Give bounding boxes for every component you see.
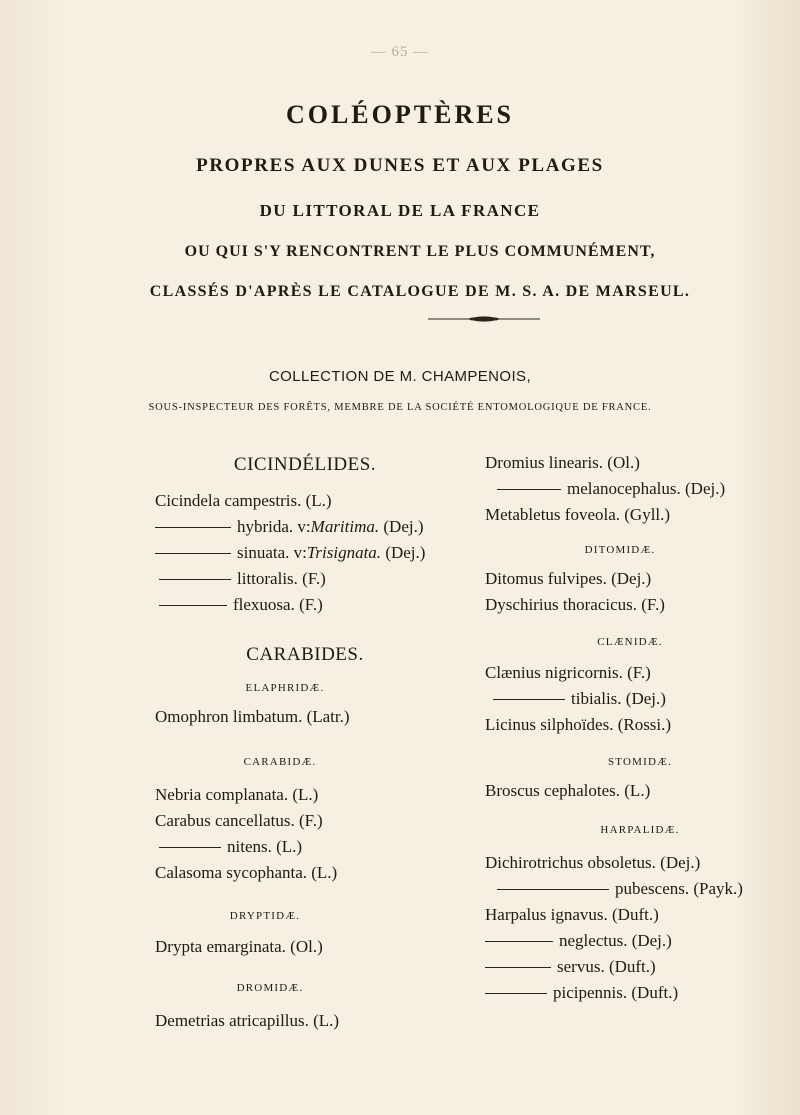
list-item: nitens. (L.) (155, 834, 475, 860)
subfamily-ditomidae: DITOMIDÆ. (584, 544, 656, 556)
subfamily-stomidae: STOMIDÆ. (607, 756, 673, 768)
list-item: Demetrias atricapillus. (L.) (155, 1011, 340, 1030)
ditto-dash (159, 579, 231, 580)
list-item: Dyschirius thoracicus. (F.) (485, 595, 665, 614)
list-item: servus. (Duft.) (485, 954, 785, 980)
list-item: Omophron limbatum. (Latr.) (155, 707, 350, 726)
list-item: tibialis. (Dej.) (485, 686, 785, 712)
list-item: Metabletus foveola. (Gyll.) (485, 505, 671, 524)
main-title: COLÉOPTÈRES (285, 100, 515, 129)
ditto-dash (485, 967, 551, 968)
subfamily-claenidae: CLÆNIDÆ. (597, 636, 663, 648)
subfamily-dryptidae: DRYPTIDÆ. (229, 910, 301, 922)
list-item: flexuosa. (F.) (155, 592, 475, 618)
subfamily-carabidae: CARABIDÆ. (243, 756, 317, 768)
list-item: hybrida. v: Maritima. (Dej.) (155, 514, 475, 540)
list-item: Dichirotrichus obsoletus. (Dej.) (485, 853, 701, 872)
list-item: picipennis. (Duft.) (485, 980, 785, 1006)
title-line-3: DU LITTORAL DE LA FRANCE (259, 201, 541, 220)
list-item: neglectus. (Dej.) (485, 928, 785, 954)
collection-subheading: SOUS-INSPECTEUR DES FORÊTS, MEMBRE DE LA SOCIÉTÉ ENTOMOLOGIQUE DE FRANCE. (148, 402, 652, 413)
list-item: Calasoma sycophanta. (L.) (155, 863, 338, 882)
family-title-cicindelides: CICINDÉLIDES. (233, 454, 377, 475)
ditto-dash (485, 993, 547, 994)
list-item: Licinus silphoïdes. (Rossi.) (485, 715, 672, 734)
right-column (485, 428, 785, 1006)
subfamily-dromidae: DROMIDÆ. (236, 982, 304, 994)
list-item: Dromius linearis. (Ol.) (485, 453, 640, 472)
page-number: — 65 — (370, 44, 430, 60)
ditto-dash (155, 553, 231, 554)
list-item: Drypta emarginata. (Ol.) (155, 937, 323, 956)
ditto-dash (497, 889, 609, 890)
family-title-carabides: CARABIDES. (246, 644, 364, 665)
list-item: Harpalus ignavus. (Duft.) (485, 905, 659, 924)
ditto-dash (159, 847, 221, 848)
list-item: Clænius nigricornis. (F.) (485, 663, 651, 682)
collection-heading: COLLECTION DE M. CHAMPENOIS, (268, 368, 532, 385)
list-item: Cicindela campestris. (L.) (155, 491, 332, 510)
subfamily-harpalidae: HARPALIDÆ. (600, 824, 680, 836)
ditto-dash (493, 699, 565, 700)
left-column (155, 450, 475, 1034)
ditto-dash (497, 489, 561, 490)
ditto-dash (159, 605, 227, 606)
list-item: Broscus cephalotes. (L.) (485, 781, 651, 800)
list-item: littoralis. (F.) (155, 566, 475, 592)
list-item: Ditomus fulvipes. (Dej.) (485, 569, 652, 588)
list-item: Carabus cancellatus. (F.) (155, 811, 323, 830)
title-line-4: OU QUI S'Y RENCONTRENT LE PLUS COMMUNÉMENT, (184, 243, 656, 260)
title-line-5: CLASSÉS D'APRÈS LE CATALOGUE DE M. S. A. DE MARSEUL. (149, 283, 691, 300)
list-item: sinuata. v: Trisignata. (Dej.) (155, 540, 475, 566)
title-line-2: PROPRES AUX DUNES ET AUX PLAGES (196, 155, 604, 176)
list-item: Nebria complanata. (L.) (155, 785, 319, 804)
ditto-dash (485, 941, 553, 942)
ornament-divider (428, 315, 540, 323)
subfamily-elaphridae: ELAPHRIDÆ. (245, 682, 325, 694)
list-item: pubescens. (Payk.) (485, 876, 785, 902)
ditto-dash (155, 527, 231, 528)
list-item: melanocephalus. (Dej.) (485, 476, 785, 502)
